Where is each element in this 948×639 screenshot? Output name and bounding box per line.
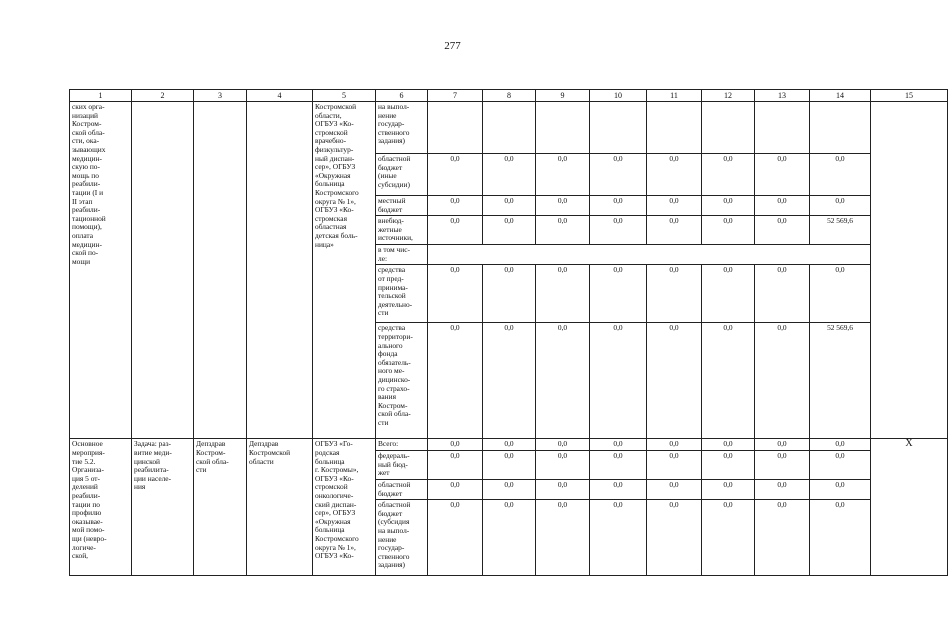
value-cell: 0,0 xyxy=(590,323,647,439)
value-cell: 0,0 xyxy=(755,323,810,439)
activity-description: Основное мероприя- тие 5.2. Организа- ция 5 от- делений реабили- тации по профилю оказывае- мой помо- щи (невро- логиче- ской, xyxy=(70,439,132,576)
value-cell: 0,0 xyxy=(428,479,483,499)
value-cell: 0,0 xyxy=(810,196,871,216)
x-mark: X xyxy=(871,439,948,576)
value-cell: 0,0 xyxy=(590,479,647,499)
value-cell: 0,0 xyxy=(590,154,647,196)
value-cell: 0,0 xyxy=(702,265,755,323)
funding-source-label: внебюд- жетные источники, xyxy=(376,216,428,245)
column-header: 8 xyxy=(483,90,536,102)
column-header: 1 xyxy=(70,90,132,102)
funding-source-label: средства территори- ального фонда обязатель- ного ме- дицинско- го страхо- вания Костром- ской обла- сти xyxy=(376,323,428,439)
funding-source-label: местный бюджет xyxy=(376,196,428,216)
column-header: 12 xyxy=(702,90,755,102)
value-cell: 0,0 xyxy=(590,265,647,323)
value-cell xyxy=(536,102,590,154)
funding-source-label: Всего: xyxy=(376,439,428,451)
empty-cell xyxy=(428,245,871,265)
value-cell: 0,0 xyxy=(428,216,483,245)
column-header: 6 xyxy=(376,90,428,102)
value-cell: 0,0 xyxy=(647,196,702,216)
header-row xyxy=(70,90,948,102)
value-cell: 0,0 xyxy=(755,154,810,196)
value-cell: 0,0 xyxy=(428,500,483,576)
value-cell: 0,0 xyxy=(755,216,810,245)
value-cell: 0,0 xyxy=(536,216,590,245)
value-cell: 0,0 xyxy=(536,154,590,196)
value-cell: 0,0 xyxy=(483,265,536,323)
value-cell: 0,0 xyxy=(536,500,590,576)
funding-source-label: средства от пред- принима- тельской деятельно- сти xyxy=(376,265,428,323)
value-cell: 0,0 xyxy=(755,265,810,323)
value-cell: 0,0 xyxy=(755,450,810,479)
empty-cell xyxy=(871,102,948,439)
page-number: 277 xyxy=(444,40,461,52)
value-cell: 0,0 xyxy=(647,500,702,576)
value-cell: 0,0 xyxy=(702,479,755,499)
value-cell: 0,0 xyxy=(810,500,871,576)
value-cell: 0,0 xyxy=(428,450,483,479)
task-description: Задача: раз- витие меди- цинской реабилита- ции населе- ния xyxy=(132,439,194,576)
value-cell: 0,0 xyxy=(536,196,590,216)
value-cell: 0,0 xyxy=(702,439,755,451)
organization-description: ских орга- низаций Костром- ской обла- сти, ока- зывающих медицин- скую по- мощь по реабили- тации (I и II этап реабили- тационной помощи), оплата медицин- ской по- мощи xyxy=(70,102,132,439)
executors-list: Костромской области, ОГБУЗ «Ко- стромской врачебно- физкультур- ный диспан- сер», ОГБУЗ «Окружная больница Костромского округа № 1», ОГБУЗ «Ко- стромская областная детская боль- ница» xyxy=(313,102,376,439)
value-cell: 0,0 xyxy=(755,439,810,451)
value-cell: 0,0 xyxy=(428,196,483,216)
value-cell: 52 569,6 xyxy=(810,216,871,245)
column-header: 7 xyxy=(428,90,483,102)
value-cell: 0,0 xyxy=(647,216,702,245)
value-cell: 0,0 xyxy=(483,500,536,576)
value-cell: 0,0 xyxy=(810,265,871,323)
column-header: 13 xyxy=(755,90,810,102)
value-cell: 0,0 xyxy=(755,196,810,216)
column-header: 11 xyxy=(647,90,702,102)
value-cell xyxy=(755,102,810,154)
value-cell: 0,0 xyxy=(590,450,647,479)
value-cell: 0,0 xyxy=(647,323,702,439)
value-cell: 0,0 xyxy=(483,479,536,499)
funding-source-label: на выпол- нение государ- ственного задания) xyxy=(376,102,428,154)
value-cell: 0,0 xyxy=(483,439,536,451)
value-cell: 0,0 xyxy=(590,500,647,576)
value-cell: 0,0 xyxy=(647,439,702,451)
coordinator: Депздрав Костром- ской обла- сти xyxy=(194,439,247,576)
value-cell: 0,0 xyxy=(755,500,810,576)
column-header: 10 xyxy=(590,90,647,102)
value-cell: 0,0 xyxy=(590,196,647,216)
column-header: 15 xyxy=(871,90,948,102)
funding-source-label: федераль- ный бюд- жет xyxy=(376,450,428,479)
value-cell: 0,0 xyxy=(702,196,755,216)
value-cell: 0,0 xyxy=(647,265,702,323)
budget-table xyxy=(69,89,948,576)
value-cell: 0,0 xyxy=(536,439,590,451)
empty-cell xyxy=(247,102,313,439)
value-cell: 0,0 xyxy=(536,479,590,499)
value-cell: 0,0 xyxy=(536,265,590,323)
value-cell: 52 569,6 xyxy=(810,323,871,439)
column-header: 2 xyxy=(132,90,194,102)
value-cell: 0,0 xyxy=(536,450,590,479)
value-cell: 0,0 xyxy=(483,450,536,479)
value-cell: 0,0 xyxy=(810,479,871,499)
column-header: 3 xyxy=(194,90,247,102)
value-cell xyxy=(702,102,755,154)
value-cell: 0,0 xyxy=(428,265,483,323)
value-cell xyxy=(647,102,702,154)
value-cell: 0,0 xyxy=(702,323,755,439)
value-cell: 0,0 xyxy=(483,216,536,245)
value-cell xyxy=(483,102,536,154)
value-cell: 0,0 xyxy=(647,479,702,499)
value-cell: 0,0 xyxy=(428,154,483,196)
value-cell: 0,0 xyxy=(647,450,702,479)
table-row xyxy=(70,439,948,451)
value-cell xyxy=(590,102,647,154)
table-row xyxy=(70,102,948,154)
value-cell: 0,0 xyxy=(702,450,755,479)
value-cell: 0,0 xyxy=(483,196,536,216)
value-cell: 0,0 xyxy=(810,439,871,451)
value-cell xyxy=(810,102,871,154)
funding-source-label: областной бюджет (субсидия на выпол- нение государ- ственного задания) xyxy=(376,500,428,576)
funding-source-label: областной бюджет xyxy=(376,479,428,499)
column-header: 9 xyxy=(536,90,590,102)
empty-cell xyxy=(194,102,247,439)
value-cell: 0,0 xyxy=(590,216,647,245)
value-cell: 0,0 xyxy=(810,154,871,196)
value-cell: 0,0 xyxy=(702,216,755,245)
value-cell: 0,0 xyxy=(428,439,483,451)
funding-source-label: областной бюджет (иные субсидии) xyxy=(376,154,428,196)
value-cell: 0,0 xyxy=(590,439,647,451)
column-header: 14 xyxy=(810,90,871,102)
column-header: 4 xyxy=(247,90,313,102)
responsible-executor: Депздрав Костромской области xyxy=(247,439,313,576)
value-cell xyxy=(428,102,483,154)
empty-cell xyxy=(132,102,194,439)
value-cell: 0,0 xyxy=(536,323,590,439)
value-cell: 0,0 xyxy=(483,323,536,439)
column-header: 5 xyxy=(313,90,376,102)
value-cell: 0,0 xyxy=(702,154,755,196)
value-cell: 0,0 xyxy=(702,500,755,576)
value-cell: 0,0 xyxy=(810,450,871,479)
value-cell: 0,0 xyxy=(647,154,702,196)
executors-list: ОГБУЗ «Го- родская больница г. Костромы», ОГБУЗ «Ко- стромской онкологиче- ский диспан- сер», ОГБУЗ «Окружная больница Костромского округа № 1», ОГБУЗ «Ко- xyxy=(313,439,376,576)
funding-source-label: в том чис- ле: xyxy=(376,245,428,265)
value-cell: 0,0 xyxy=(483,154,536,196)
value-cell: 0,0 xyxy=(428,323,483,439)
value-cell: 0,0 xyxy=(755,479,810,499)
